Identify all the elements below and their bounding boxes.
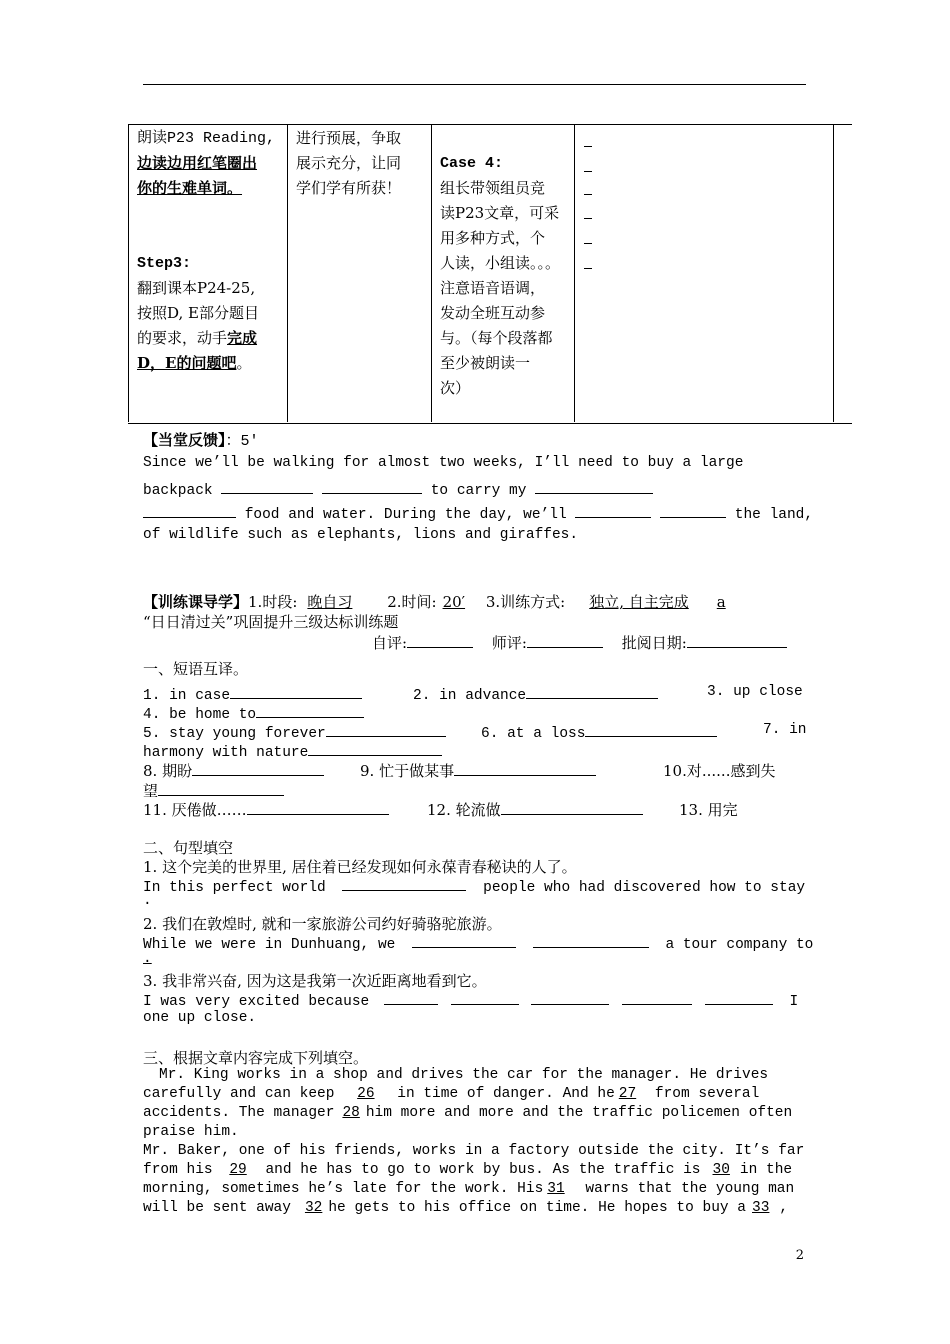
col3-line: 注意语音语调， [440,279,546,297]
answer-blank[interactable] [585,722,717,737]
section2-title: 二、句型填空 [143,839,234,857]
answer-blank[interactable] [622,990,692,1005]
teacher-eval-blank[interactable] [527,633,603,648]
table-cell-col2 [296,126,426,201]
col2-line: 学们学有所获！ [296,179,402,197]
phrase-row: 5. stay young forever [143,722,446,742]
col3-line: 发动全班互动参 [440,304,546,322]
phrase-row: 1. in case [143,684,362,704]
table-cell-col1 [137,126,282,376]
answer-blank[interactable] [533,933,649,948]
phrase-row: 8. 期盼 [143,760,324,781]
answer-blank[interactable] [221,479,313,494]
passage-line: carefully and can keep 26 in time of danger. And he 27 from several [143,1086,760,1102]
answer-blank[interactable] [531,990,609,1005]
sentence-end: . [143,893,152,909]
answer-blank[interactable] [143,503,236,518]
col3-line: 与。（每个段落都 [440,329,553,347]
feedback-line: of wildlife such as elephants, lions and giraffes. [143,527,579,543]
feedback-line: backpack to carry my [143,479,653,499]
answer-dash [584,243,592,244]
answer-blank[interactable] [660,503,726,518]
col1-line: 翻到课本P24-25, [137,279,256,297]
table-border [431,124,432,422]
feedback-line: Since we’ll be walking for almost two weeks, I’ll need to buy a large [143,455,744,471]
section3-title: 三、根据文章内容完成下列填空。 [143,1049,369,1067]
sentence-cn: 2. 我们在敦煌时, 就和一家旅游公司约好骑骆驼旅游。 [143,915,502,933]
sentence-end: one up close. [143,1010,257,1026]
answer-dash [584,171,592,172]
table-border [574,124,575,422]
answer-dash [584,218,592,219]
answer-blank[interactable] [230,684,362,699]
table-cell-col3 [440,151,572,401]
answer-blank[interactable] [384,990,438,1005]
answer-blank[interactable] [575,503,651,518]
phrase-row: 10.对......感到失 [663,762,776,780]
col2-line: 展示充分，让同 [296,154,402,172]
training-heading: 【训练课导学】1.时段: 晚自习 2.时间: 20′ 3.训练方式: 独立, 自主完成 a [143,593,726,611]
col3-line: 用多种方式，个 [440,229,546,247]
page-number: 2 [795,1248,804,1263]
phrase-row: 望 [143,780,284,801]
phrase-row: 3. up close [707,684,803,700]
table-border [128,124,129,422]
answer-blank[interactable] [308,741,442,756]
answer-blank[interactable] [247,800,389,815]
col1-line: 朗读P23 Reading, [137,130,276,147]
answer-blank[interactable] [451,990,519,1005]
training-subtitle: “日日清过关”巩固提升三级达标训练题 [143,613,399,631]
passage-line: from his 29 and he has to go to work by bus. As the traffic is 30 in the [143,1162,793,1178]
header-rule [143,84,806,85]
table-border [287,124,288,422]
passage-line: Mr. King works in a shop and drives the car for the manager. He drives [159,1067,769,1083]
answer-blank[interactable] [526,684,658,699]
evaluation-row: 自评: 师评: 批阅日期: [372,632,787,653]
col3-line: 次） [440,379,471,397]
sentence-cn: 1. 这个完美的世界里, 居住着已经发现如何永葆青春秘诀的人了。 [143,858,577,876]
sentence-en: I was very excited because I [143,990,798,1010]
sentence-cn: 3. 我非常兴奋, 因为这是我第一次近距离地看到它。 [143,972,487,990]
answer-blank[interactable] [501,800,643,815]
phrase-row: 9. 忙于做某事 [360,760,596,781]
col3-line: 人读，小组读。。。 [440,254,561,272]
answer-blank[interactable] [705,990,773,1005]
col1-line: D，E的问题吧。 [137,354,252,372]
passage-line: accidents. The manager 28 him more and more and the traffic policemen often [143,1105,793,1121]
phrase-row: 4. be home to [143,703,364,723]
answer-blank[interactable] [256,703,364,718]
section1-title: 一、短语互译。 [143,660,249,678]
phrase-row: 7. in [763,722,807,738]
step3-label: Step3: [137,255,192,272]
col3-line: 至少被朗读一 [440,354,531,372]
phrase-row: harmony with nature [143,741,442,761]
review-date-blank[interactable] [687,633,787,648]
sentence-end: . [143,951,152,967]
col3-line: 组长带领组员竞 [440,179,546,197]
answer-blank[interactable] [454,761,596,776]
sentence-en: While we were in Dunhuang, we a tour company to [143,933,813,953]
col1-line: 按照D, E部分题目 [137,304,259,322]
col1-line: 边读边用红笔圈出 [137,154,258,172]
sentence-en: In this perfect world people who had discovered how to stay [143,876,805,896]
col3-line: 读P23文章，可采 [440,204,560,222]
answer-blank[interactable] [535,479,653,494]
passage-line: Mr. Baker, one of his friends, works in a factory outside the city. It’s far [143,1143,805,1159]
answer-dash [584,268,592,269]
answer-blank[interactable] [158,781,284,796]
phrase-row: 13. 用完 [679,801,738,819]
answer-dash [584,194,592,195]
answer-blank[interactable] [322,479,422,494]
feedback-heading: 【当堂反馈】：5′ [143,431,259,450]
passage-line: will be sent away 32 he gets to his office on time. He hopes to buy a 33 , [143,1200,789,1216]
table-border [833,124,834,422]
passage-line: praise him. [143,1124,239,1140]
answer-blank[interactable] [412,933,516,948]
phrase-row: 12. 轮流做 [427,799,643,820]
answer-blank[interactable] [342,876,466,891]
case-label: Case 4: [440,155,504,172]
phrase-row: 6. at a loss [481,722,717,742]
answer-blank[interactable] [192,761,324,776]
col2-line: 进行预展，争取 [296,129,402,147]
answer-blank[interactable] [326,722,446,737]
answer-dash [584,146,592,147]
self-eval-blank[interactable] [407,633,473,648]
feedback-line: food and water. During the day, we’ll the land, [143,503,813,523]
passage-line: morning, sometimes he’s late for the work. His 31 warns that the young man [143,1181,795,1197]
col1-line: 你的生难单词。 [137,179,243,197]
phrase-row: 2. in advance [413,684,658,704]
phrase-row: 11. 厌倦做…… [143,799,389,820]
col1-line: 的要求，动手完成 [137,329,258,347]
